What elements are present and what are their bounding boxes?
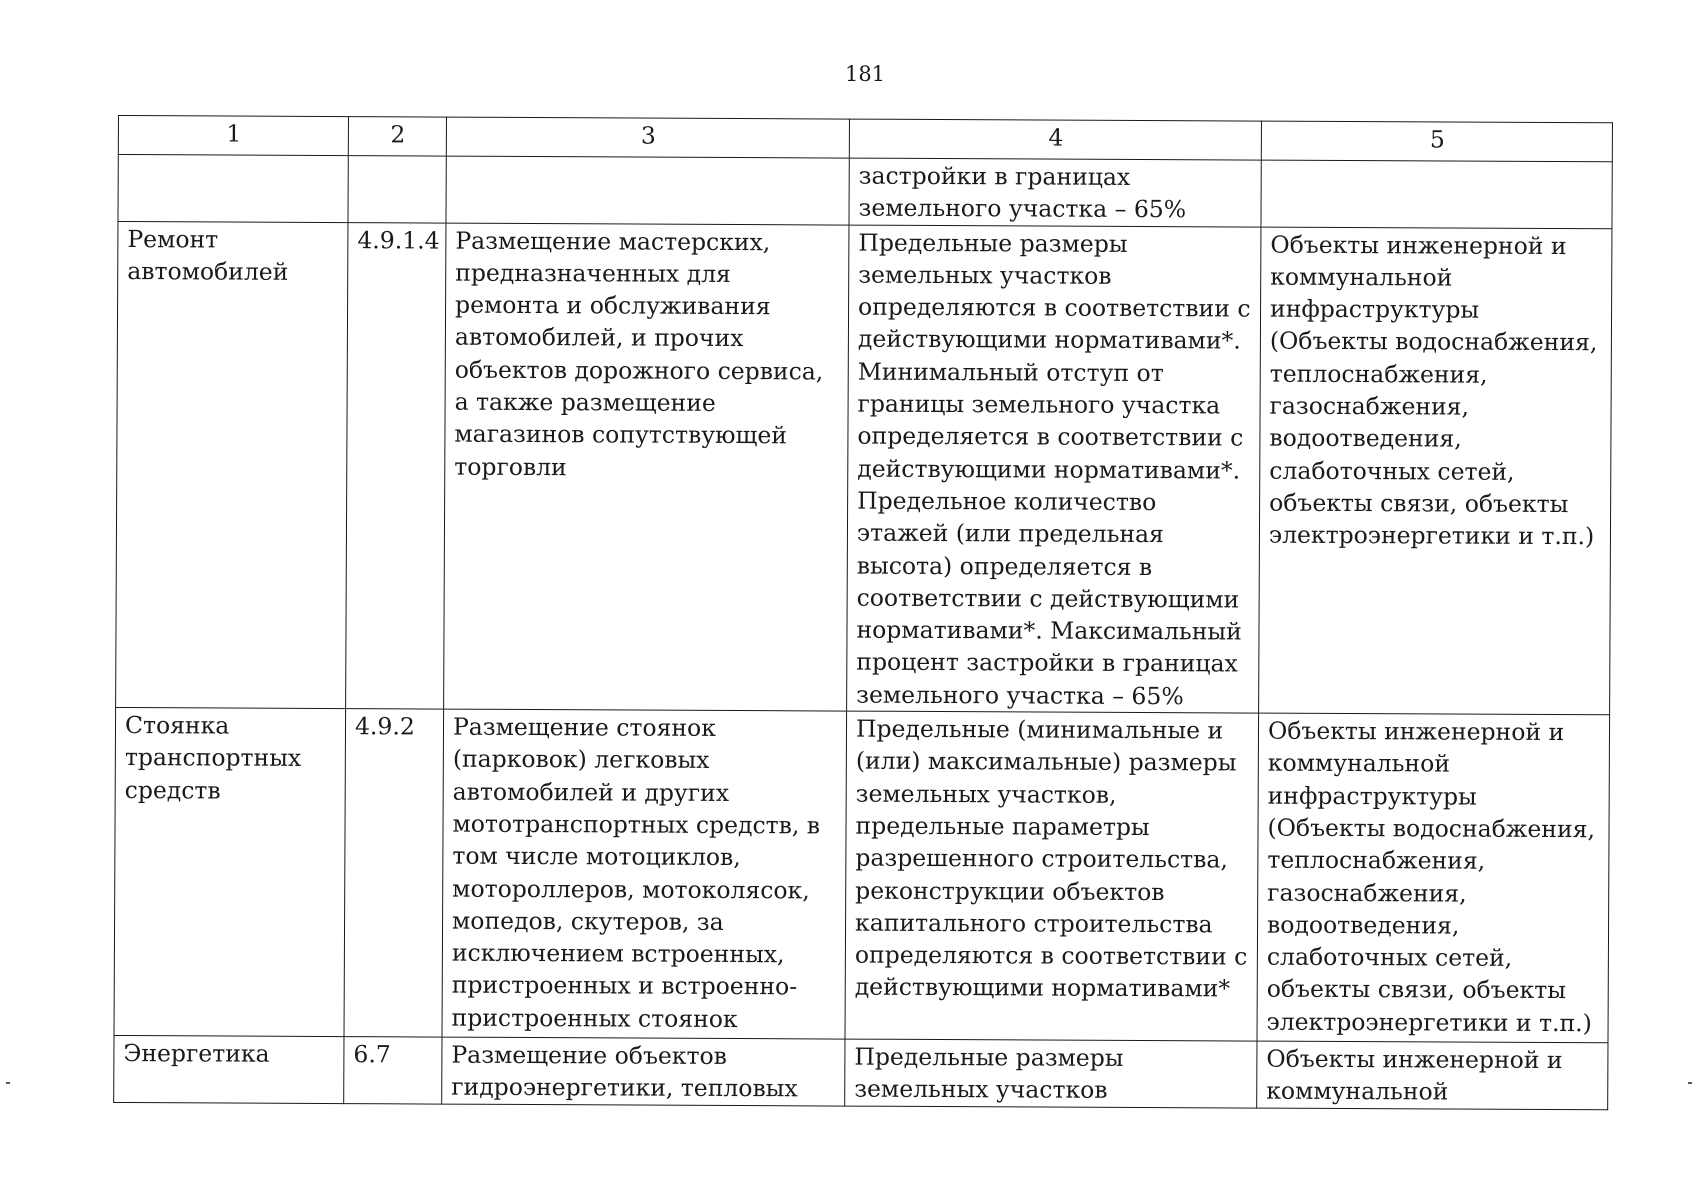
cell-parameters: Предельные размеры земельных участков <box>845 1039 1257 1108</box>
cell-auxiliary: Объекты инженерной и коммунальной инфраструктуры (Объекты водоснабжения, теплоснабжения, газоснабжения, водоотведения, слаботочных сетей, объекты связи, объекты электроэнергетики и т.п.) <box>1257 713 1610 1043</box>
cell-name: Стоянка транспортных средств <box>114 708 346 1037</box>
page-number: 181 <box>844 62 886 86</box>
cell-name <box>118 155 348 223</box>
cell-name: Энергетика <box>114 1036 344 1104</box>
table-row-continuation <box>118 155 1612 229</box>
column-header-4: 4 <box>849 119 1261 160</box>
right-scan-mark <box>1688 1082 1692 1084</box>
cell-parameters: застройки в границах земельного участка – 65% <box>849 158 1261 227</box>
cell-parameters: Предельные размеры земельных участков определяются в соответствии с действующими нормативами*. Минимальный отступ от границы земельного участка определяется в соответствии с действующими нормативами*. Предельное количество этажей (или предельная высота) определяется в соответствии с действующими нормативами*. Максимальный процент застройки в границах земельного участка – 65% <box>847 225 1261 713</box>
cell-parameters: Предельные (минимальные и (или) максимальные) размеры земельных участков, предельные параметры разрешенного строительства, реконструкции объектов капитального строительства определяются в соответствии с действующими нормативами* <box>845 711 1259 1041</box>
cell-auxiliary: Объекты инженерной и коммунальной инфраструктуры (Объекты водоснабжения, теплоснабжения, газоснабжения, водоотведения, слаботочных сетей, объекты связи, объекты электроэнергетики и т.п.) <box>1259 227 1612 715</box>
zoning-regulations-table <box>113 115 1613 1110</box>
table-row-car-repair <box>116 221 1612 715</box>
column-header-1: 1 <box>118 116 348 156</box>
cell-auxiliary: Объекты инженерной и коммунальной <box>1257 1041 1608 1109</box>
cell-description <box>446 156 849 225</box>
left-scan-mark <box>6 1082 10 1084</box>
cell-description: Размещение объектов гидроэнергетики, тепловых <box>442 1037 845 1106</box>
column-header-2: 2 <box>348 117 446 156</box>
table-row-vehicle-parking <box>114 708 1610 1043</box>
cell-auxiliary <box>1261 160 1612 228</box>
cell-description: Размещение стоянок (парковок) легковых автомобилей и других мототранспортных средств, в том числе мотоциклов, мотороллеров, мотоколясок, мопедов, скутеров, за исключением встроенных, пристроенных и встроенно-пристроенных стоянок <box>442 709 847 1039</box>
column-header-3: 3 <box>446 117 849 158</box>
cell-description: Размещение мастерских, предназначенных для ремонта и обслуживания автомобилей, и прочих объектов дорожного сервиса, а также размещение магазинов сопутствующей торговли <box>444 223 849 711</box>
table-row-energy <box>114 1036 1608 1110</box>
cell-code: 4.9.1.4 <box>346 222 446 709</box>
cell-name: Ремонт автомобилей <box>116 221 348 709</box>
cell-code <box>348 156 446 223</box>
column-header-5: 5 <box>1261 121 1612 162</box>
cell-code: 4.9.2 <box>344 709 444 1037</box>
cell-code: 6.7 <box>344 1037 442 1104</box>
